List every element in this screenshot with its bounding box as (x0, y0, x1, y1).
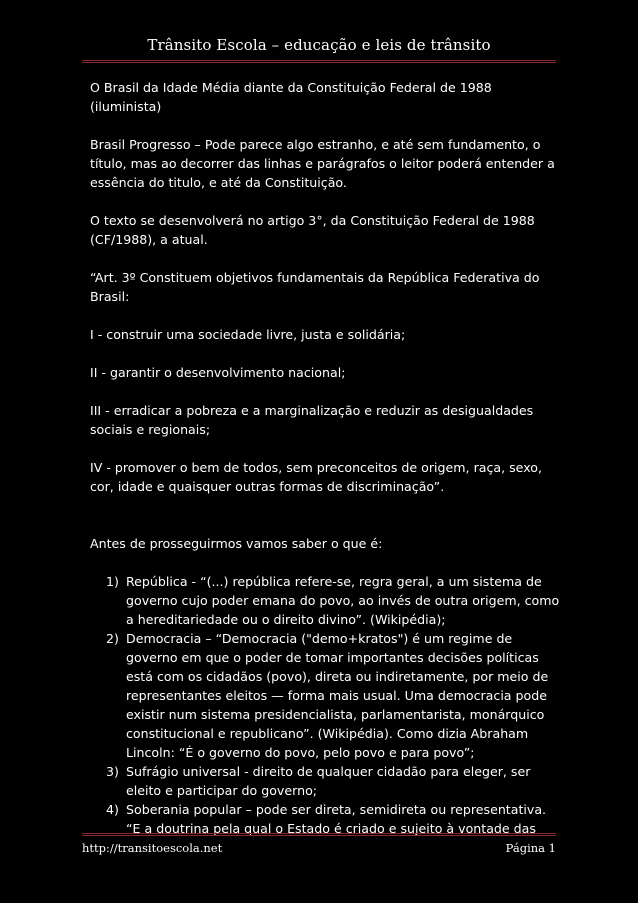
list-item-number: 3) (106, 764, 119, 779)
list-item (90, 572, 560, 629)
list-item (90, 762, 560, 800)
list-item-number: 4) (106, 802, 119, 817)
paragraph-article-3: “Art. 3º Constituem objetivos fundamentais da República Federativa do Brasil: (90, 270, 540, 304)
paragraph-intro: Brasil Progresso – Pode parece algo estranho, e até sem fundamento, o título, mas ao decorrer das linhas e parágrafos o leitor poderá entender a essência do titulo, e até da Constituição. (90, 137, 555, 190)
paragraph-item-i: I - construir uma sociedade livre, justa e solidária; (90, 327, 406, 342)
list-item-text: República - “(...) república refere-se, regra geral, a um sistema de governo cujo poder emana do povo, ao invés de outra origem, como a hereditariedade ou o direito divino”. (Wikipédia); (126, 574, 560, 627)
page-header-title: Trânsito Escola – educação e leis de trânsito (147, 36, 491, 54)
paragraph-item-iii: III - erradicar a pobreza e a marginalização e reduzir as desigualdades sociais e regionais; (90, 403, 534, 437)
blank-line (90, 515, 560, 534)
page-number: Página 1 (505, 841, 556, 855)
list-item-number: 2) (106, 631, 119, 646)
paragraph-article-ref: O texto se desenvolverá no artigo 3°, da Constituição Federal de 1988 (CF/1988), a atual. (90, 213, 535, 247)
list-item-text: Democracia – “Democracia ("demo+kratos") é um regime de governo em que o poder de tomar importantes decisões políticas está com os cidadãos (povo), direta ou indiretamente, por meio de representantes eleitos — forma mais usual. Uma democracia pode existir num sistema presidencialista, parlamentarista, monárquico constitucional e republicano”. (Wikipédia). Como dizia Abraham Lincoln: “É o governo do povo, pelo povo e para povo”; (126, 631, 549, 760)
paragraph-item-iv: IV - promover o bem de todos, sem preconceitos de origem, raça, sexo, cor, idade e quaisquer outras formas de discriminação”. (90, 460, 542, 494)
list-item-text: Soberania popular – pode ser direta, semidireta ou representativa. “E a doutrina pela qual o Estado é criado e sujeito à vontade das (126, 802, 547, 836)
list-item-text: Sufrágio universal - direito de qualquer cidadão para eleger, ser eleito e participar do governo; (126, 764, 531, 798)
list-item (90, 629, 560, 762)
paragraph-before-list: Antes de prosseguirmos vamos saber o que é: (90, 536, 383, 551)
document-body (90, 78, 560, 838)
header-divider (82, 60, 556, 63)
footer-divider (82, 833, 556, 836)
list-item-number: 1) (106, 574, 119, 589)
paragraph-title: O Brasil da Idade Média diante da Constituição Federal de 1988 (iluminista) (90, 80, 492, 114)
paragraph-item-ii: II - garantir o desenvolvimento nacional; (90, 365, 346, 380)
footer-url: http://transitoescola.net (82, 841, 223, 855)
definitions-list (90, 572, 560, 838)
